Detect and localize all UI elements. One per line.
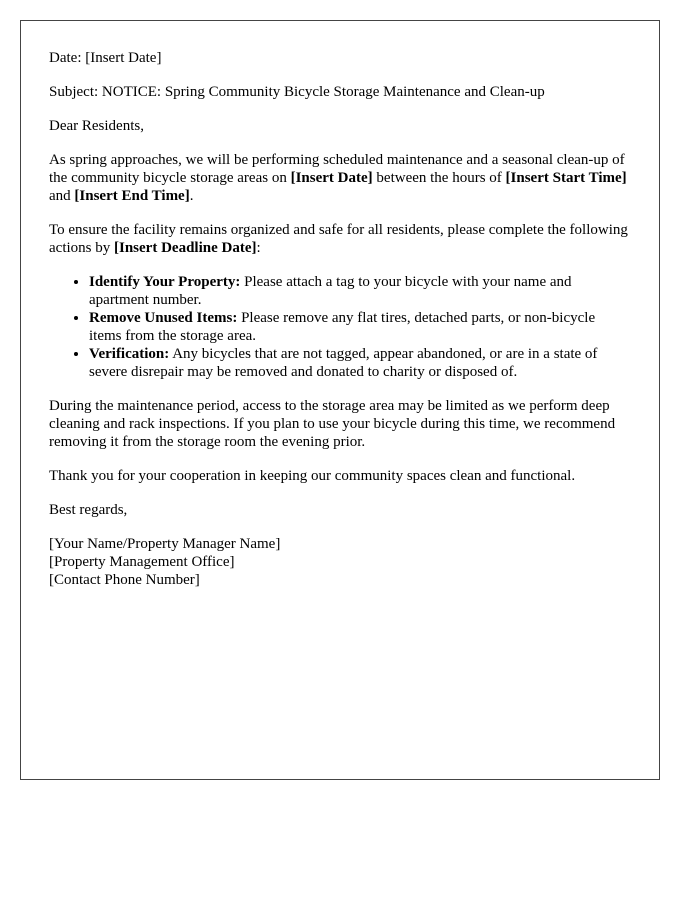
list-item <box>89 309 631 345</box>
action-text: Any bicycles that are not tagged, appear abandoned, or are in a state of severe disrepair may be removed and donated to charity or disposed of. <box>89 346 598 380</box>
actions-list <box>49 273 631 381</box>
subject-line: Subject: NOTICE: Spring Community Bicycle Storage Maintenance and Clean-up <box>49 84 545 100</box>
date-line: Date: [Insert Date] <box>49 50 162 66</box>
actions-intro-text-2: : <box>256 240 261 256</box>
action-text: Please attach a tag to your bicycle with your name and apartment number. <box>89 274 572 308</box>
actions-intro-text-1: To ensure the facility remains organized and safe for all residents, please complete the following actions by <box>49 222 628 256</box>
intro-text-3: and <box>49 188 75 204</box>
letter-page <box>20 20 660 780</box>
actions-intro-paragraph <box>49 221 631 257</box>
greeting: Dear Residents, <box>49 118 144 134</box>
thanks-paragraph: Thank you for your cooperation in keeping our community spaces clean and functional. <box>49 468 576 484</box>
actions-deadline: [Insert Deadline Date] <box>114 240 257 256</box>
maintenance-paragraph: During the maintenance period, access to the storage area may be limited as we perform deep cleaning and rack inspections. If you plan to use your bicycle during this time, we recommend removing it from the storage room the evening prior. <box>49 398 616 450</box>
intro-text-1: As spring approaches, we will be performing scheduled maintenance and a seasonal clean-up of the community bicycle storage areas on <box>49 152 625 186</box>
action-label: Verification: <box>89 346 170 362</box>
list-item <box>89 345 631 381</box>
intro-start-time: [Insert Start Time] <box>505 170 627 186</box>
signature-office: [Property Management Office] <box>49 554 235 570</box>
closing: Best regards, <box>49 502 128 518</box>
signature-phone: [Contact Phone Number] <box>49 572 200 588</box>
action-text: Please remove any flat tires, detached parts, or non-bicycle items from the storage area. <box>89 310 596 344</box>
signature-name: [Your Name/Property Manager Name] <box>49 536 281 552</box>
intro-paragraph <box>49 151 631 205</box>
intro-text-2: between the hours of <box>372 170 506 186</box>
action-label: Identify Your Property: <box>89 274 241 290</box>
intro-end-time: [Insert End Time] <box>74 188 190 204</box>
intro-date-placeholder: [Insert Date] <box>290 170 373 186</box>
action-label: Remove Unused Items: <box>89 310 238 326</box>
signature-block <box>49 535 631 589</box>
list-item <box>89 273 631 309</box>
intro-text-4: . <box>189 188 194 204</box>
